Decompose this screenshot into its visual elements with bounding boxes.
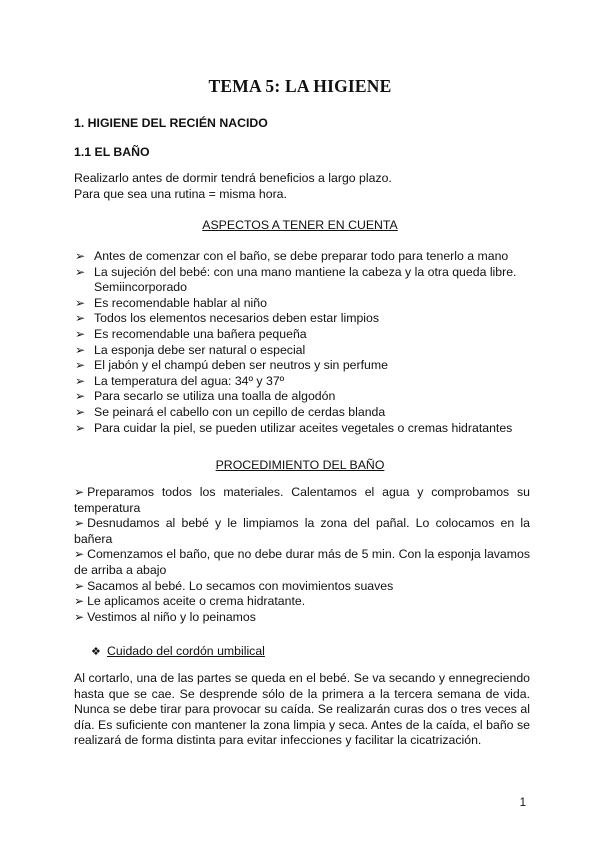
list-item: ➢ Antes de comenzar con el baño, se debe preparar todo para tenerlo a mano	[75, 249, 509, 263]
arrow-bullet-icon: ➢	[75, 389, 86, 404]
arrow-bullet-icon: ➢	[74, 516, 85, 531]
list-item: ➢ Preparamos todos los materiales. Calentamos el agua y comprobamos su temperatura	[74, 485, 530, 515]
procedimiento-heading: PROCEDIMIENTO DEL BAÑO	[215, 458, 385, 472]
page-number: 1	[519, 797, 526, 809]
list-item: ➢ Para cuidar la piel, se pueden utilizar aceites vegetales o cremas hidratantes	[75, 420, 513, 435]
arrow-bullet-icon: ➢	[75, 420, 86, 435]
cordon-heading	[91, 644, 265, 658]
procedimiento-list	[74, 485, 530, 625]
list-item: ➢ La temperatura del agua: 34º y 37º	[75, 373, 285, 388]
intro-line-2: Para que sea una rutina = misma hora.	[74, 187, 287, 201]
arrow-bullet-icon: ➢	[75, 295, 86, 310]
arrow-bullet-icon: ➢	[75, 326, 86, 341]
arrow-bullet-icon: ➢	[75, 264, 86, 279]
list-item: ➢ Sacamos al bebé. Lo secamos con movimientos suaves	[74, 578, 394, 593]
list-item: ➢ Desnudamos al bebé y le limpiamos la zona del pañal. Lo colocamos en la bañera	[74, 516, 530, 546]
arrow-bullet-icon: ➢	[75, 358, 86, 373]
arrow-bullet-icon: ➢	[75, 404, 86, 419]
list-item: ➢ Se peinará el cabello con un cepillo de cerdas blanda	[75, 404, 386, 419]
arrow-bullet-icon: ➢	[75, 311, 86, 326]
list-item: ➢ La sujeción del bebé: con una mano mantiene la cabeza y la otra queda libre. Semiincorporado	[75, 264, 517, 295]
arrow-bullet-icon: ➢	[74, 485, 85, 499]
arrow-bullet-icon: ➢	[75, 373, 86, 388]
list-item: ➢ Todos los elementos necesarios deben estar limpios	[75, 311, 380, 326]
arrow-bullet-icon: ➢	[74, 547, 85, 562]
cordon-paragraph: Al cortarlo, una de las partes se queda en el bebé. Se va secando y ennegreciendo hasta que se cae. Se desprende sólo de la primera a la tercera semana de vida. Nunca se debe tirar para provocar su caída. Se realizarán curas dos o tres veces al día. Es suficiente con mantener la zona limpia y seca. Antes de la caída, el baño se realizará de forma distinta para evitar infecciones y facilitar la cicatrización.	[74, 671, 530, 748]
arrow-bullet-icon: ➢	[74, 594, 85, 609]
diamond-bullet-icon: ❖	[91, 646, 101, 658]
section-heading-1-1: 1.1 EL BAÑO	[74, 145, 150, 159]
list-item: ➢ Para secarlo se utiliza una toalla de algodón	[75, 389, 336, 404]
arrow-bullet-icon: ➢	[74, 609, 85, 624]
section-heading-1: 1. HIGIENE DEL RECIÉN NACIDO	[74, 116, 268, 130]
arrow-bullet-icon: ➢	[75, 249, 86, 263]
arrow-bullet-icon: ➢	[75, 342, 86, 357]
aspectos-list	[74, 249, 534, 436]
document-title: TEMA 5: LA HIGIENE	[208, 76, 392, 96]
list-item: ➢ El jabón y el champú deben ser neutros y sin perfume	[75, 358, 388, 373]
cordon-heading-label: Cuidado del cordón umbilical	[107, 644, 265, 658]
list-item: ➢ Es recomendable una bañera pequeña	[75, 326, 307, 341]
arrow-bullet-icon: ➢	[74, 578, 85, 593]
intro-line-1: Realizarlo antes de dormir tendrá beneficios a largo plazo.	[74, 171, 392, 185]
list-item: ➢ Comenzamos el baño, que no debe durar más de 5 min. Con la esponja lavamos de arriba a abajo	[74, 547, 530, 577]
list-item: ➢ Le aplicamos aceite o crema hidratante.	[74, 594, 306, 609]
list-item: ➢ Es recomendable hablar al niño	[75, 295, 267, 310]
list-item: ➢ La esponja debe ser natural o especial	[75, 342, 306, 357]
list-item: ➢ Vestimos al niño y lo peinamos	[74, 609, 256, 624]
aspectos-heading: ASPECTOS A TENER EN CUENTA	[202, 218, 398, 232]
